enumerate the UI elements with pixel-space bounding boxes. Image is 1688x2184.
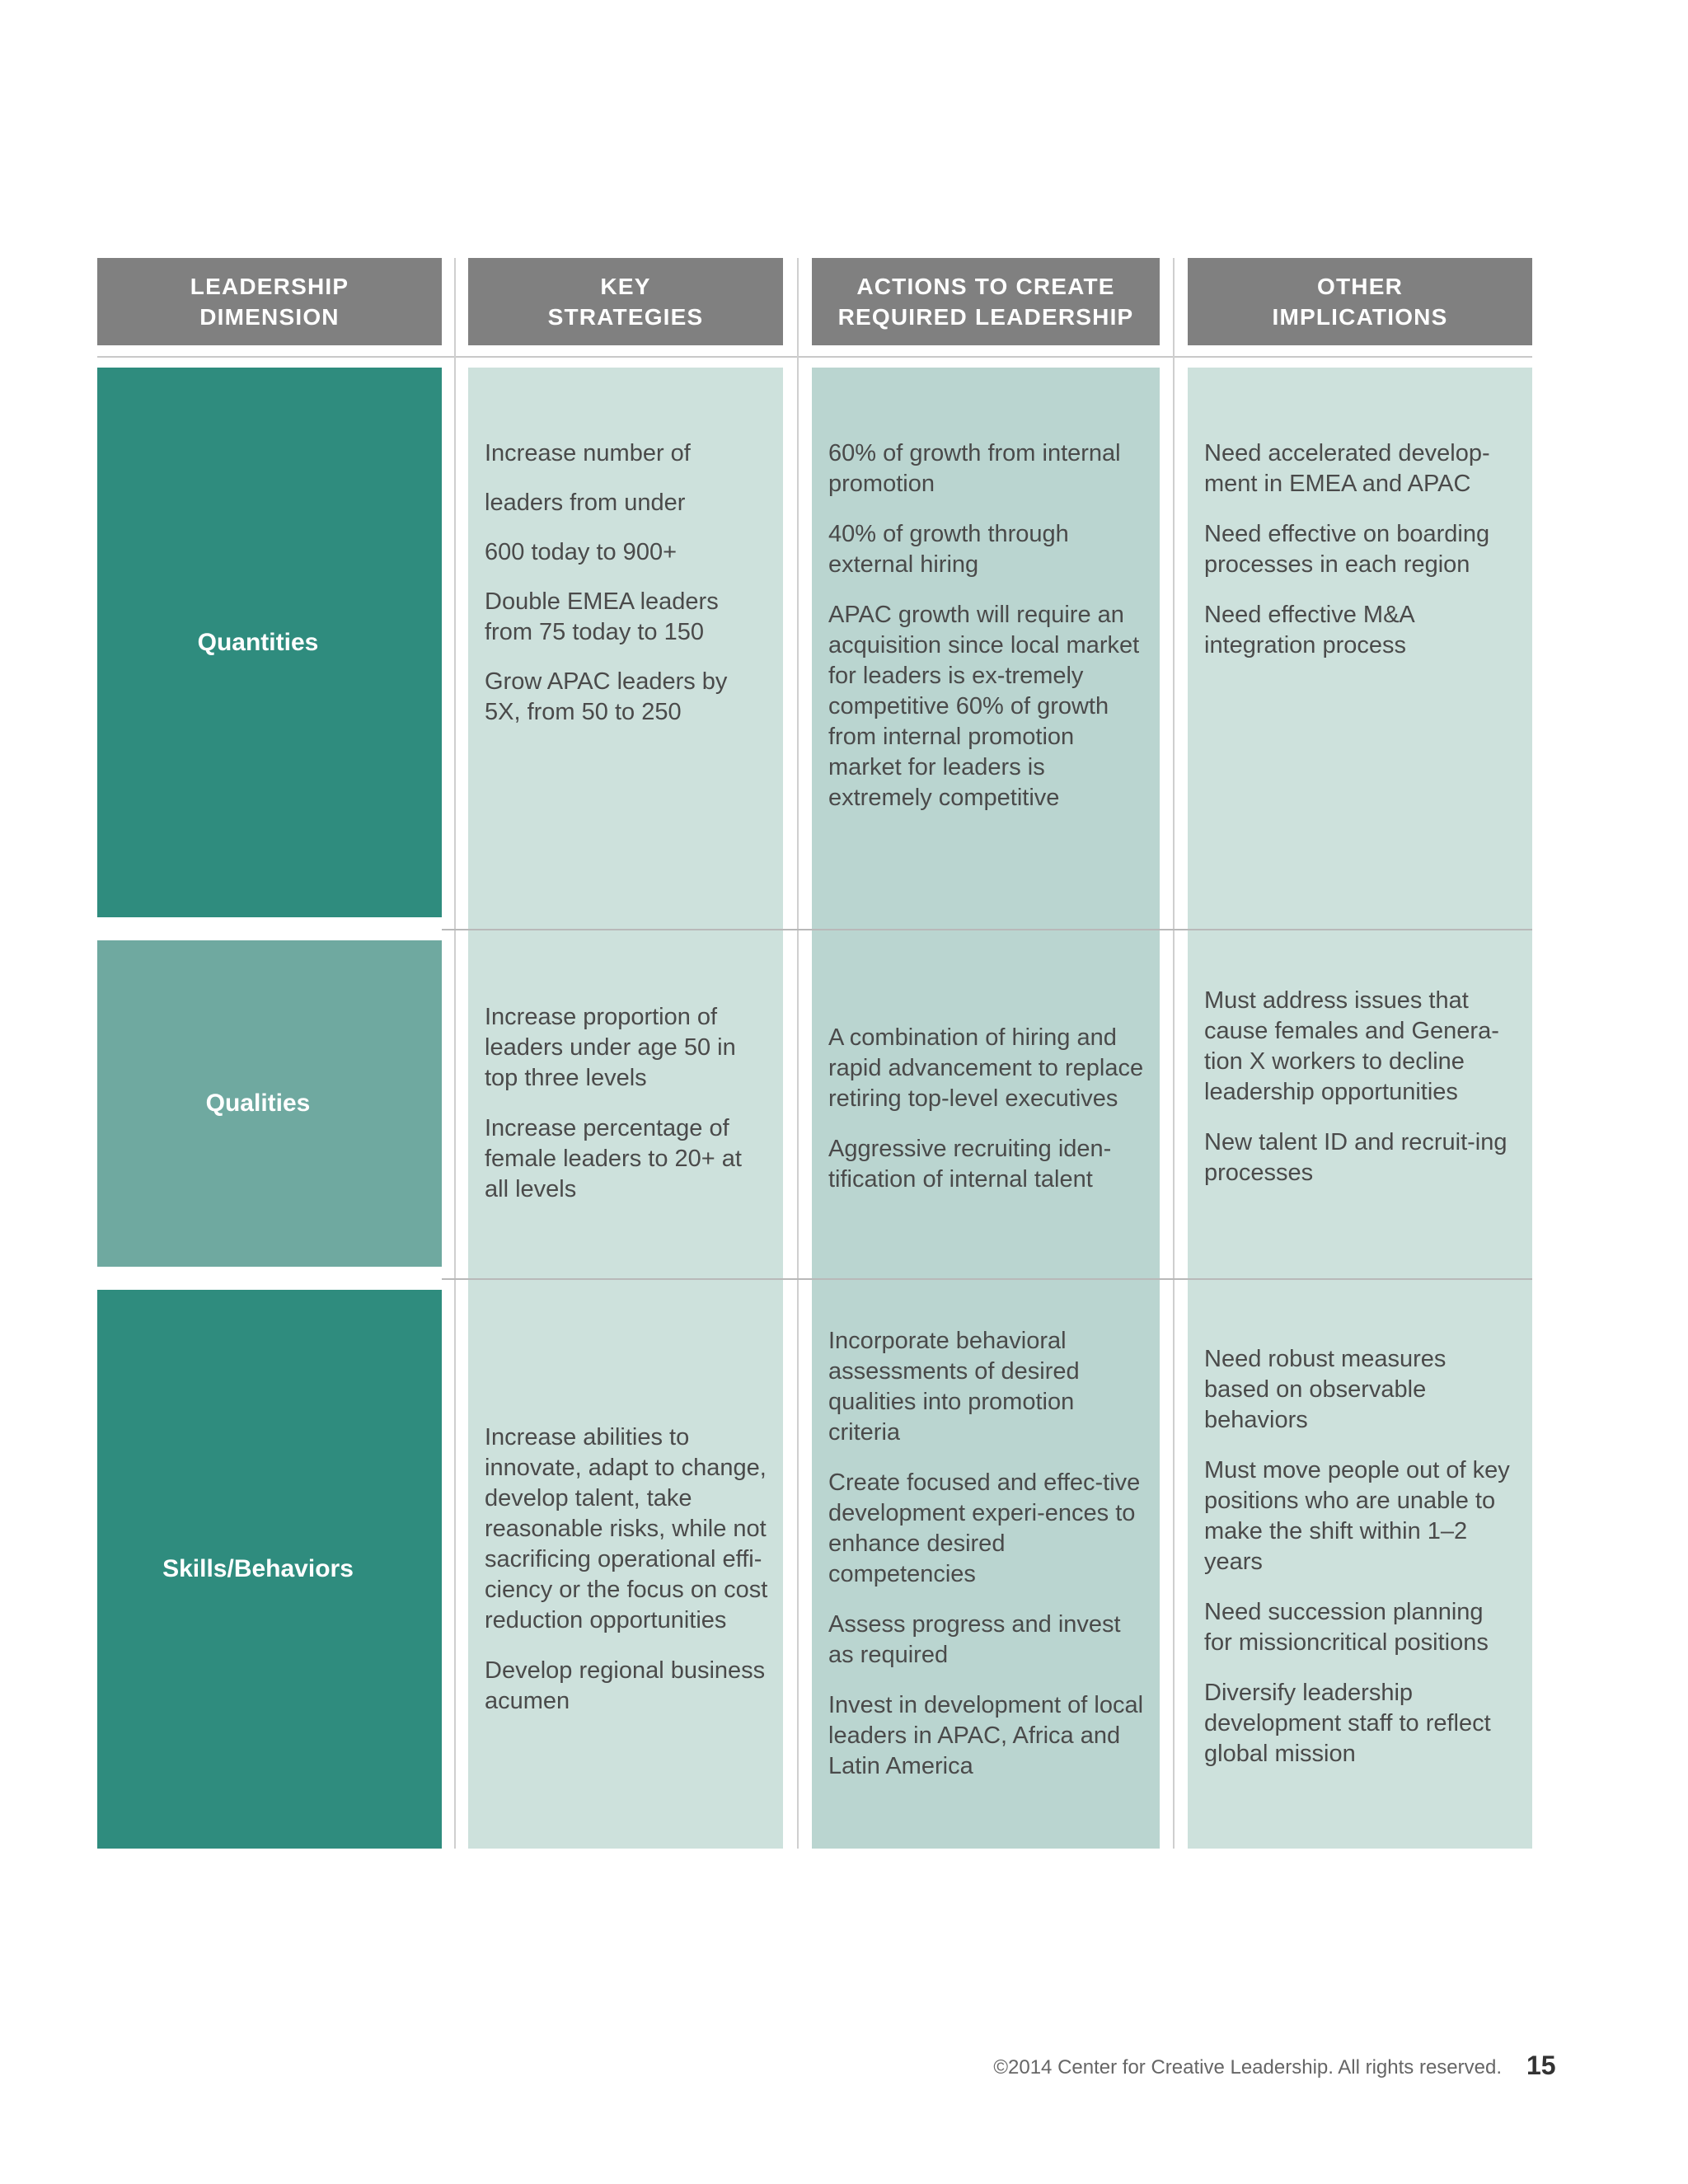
list-item: Increase proportion of leaders under age 50 in top three levels [485, 1004, 736, 1091]
page-number: 15 [1526, 2050, 1556, 2080]
qualities-strategies [468, 940, 783, 1267]
quantities-strategies [468, 438, 783, 747]
list-item: Incorporate behavioral assessments of desired qualities into promotion criteria [828, 1328, 1080, 1446]
skills-actions [812, 1326, 1160, 1782]
list-item: 40% of growth through external hiring [828, 521, 1069, 578]
list-item: Need robust measures based on observable behaviors [1204, 1346, 1447, 1433]
row-divider [442, 1278, 1532, 1280]
list-item: Diversify leadership development staff to reflect global mission [1204, 1680, 1491, 1767]
header-leadership-dimension: LEADERSHIP DIMENSION [97, 258, 442, 345]
column-divider [797, 258, 799, 1849]
header-other-implications: OTHER IMPLICATIONS [1188, 258, 1532, 345]
list-item: Aggressive recruiting iden-tification of internal talent [828, 1135, 1112, 1193]
list-item: New talent ID and recruit-ing processes [1204, 1129, 1507, 1186]
list-item: 60% of growth from internal promotion [828, 440, 1121, 497]
list-item: leaders from under [485, 490, 686, 516]
header-actions: ACTIONS TO CREATE REQUIRED LEADERSHIP [812, 258, 1160, 345]
header-key-strategies: KEY STRATEGIES [468, 258, 783, 345]
skills-strategies [468, 1290, 783, 1849]
list-item: Need effective M&A integration process [1204, 602, 1414, 658]
list-item: Increase percentage of female leaders to 20+ at all levels [485, 1115, 742, 1202]
copyright-footer: ©2014 Center for Creative Leadership. All rights reserved. [993, 2056, 1502, 2079]
dimension-label: Skills/Behaviors [162, 1555, 354, 1582]
dimension-label: Quantities [197, 628, 319, 656]
list-item: Increase abilities to innovate, adapt to change, develop talent, take reasonable risks, while not sacrificing operational effi-ciency or the focus on cost reduction opportunities [485, 1423, 768, 1633]
quantities-implications [1188, 438, 1532, 661]
list-item: Need succession planning for missioncritical positions [1204, 1599, 1489, 1656]
list-item: Assess progress and invest as required [828, 1611, 1121, 1668]
qualities-implications [1188, 940, 1532, 1234]
dimension-skills-behaviors [97, 1290, 442, 1849]
list-item: Must address issues that cause females and Genera-tion X workers to decline leadership opportunities [1204, 987, 1499, 1105]
list-item: Create focused and effec-tive development experi-ences to enhance desired competencies [828, 1469, 1141, 1587]
list-item: Increase number of [485, 440, 691, 466]
list-item: APAC growth will require an acquisition since local market for leaders is ex-tremely competitive 60% of growth from internal promotion market for leaders is extremely competitive [828, 602, 1140, 811]
dimension-quantities [97, 368, 442, 917]
list-item: Double EMEA leaders from 75 today to 150 [485, 588, 719, 645]
quantities-actions [812, 438, 1160, 813]
list-item: Must move people out of key positions who are unable to make the shift within 1–2 years [1204, 1457, 1510, 1575]
column-divider [1173, 258, 1175, 1849]
dimension-label: Qualities [205, 1090, 311, 1117]
column-divider [454, 258, 456, 1849]
qualities-actions [812, 940, 1160, 1277]
list-item: Develop regional business acumen [485, 1657, 766, 1714]
list-item: A combination of hiring and rapid advancement to replace retiring top-level executives [828, 1024, 1144, 1112]
dimension-qualities [97, 940, 442, 1267]
skills-implications [1188, 1344, 1532, 1769]
list-item: Grow APAC leaders by 5X, from 50 to 250 [485, 668, 728, 725]
list-item: Need effective on boarding processes in each region [1204, 521, 1490, 578]
list-item: Need accelerated develop-ment in EMEA and APAC [1204, 440, 1490, 497]
header-divider [97, 356, 1532, 358]
list-item: Invest in development of local leaders in APAC, Africa and Latin America [828, 1692, 1144, 1779]
list-item: 600 today to 900+ [485, 539, 678, 565]
row-divider [442, 929, 1532, 930]
